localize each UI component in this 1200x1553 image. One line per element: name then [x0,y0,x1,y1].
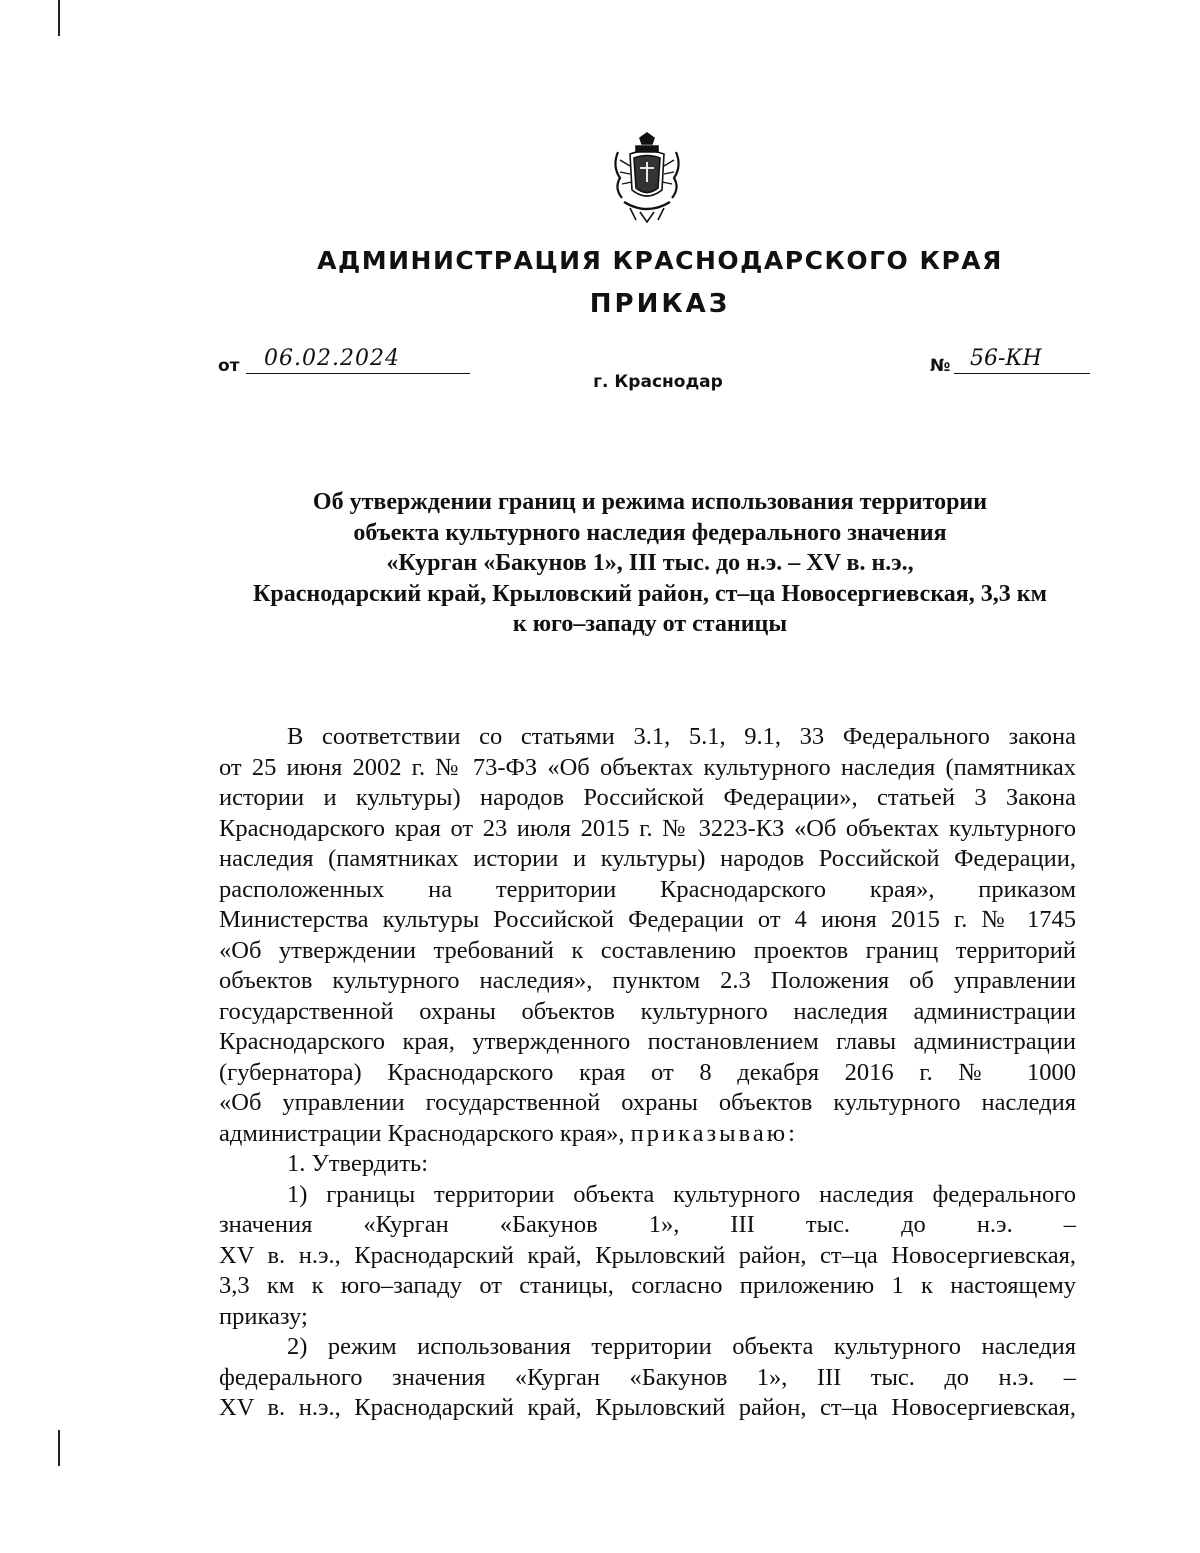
date-label: от [218,356,240,376]
body-line: «Об утверждении требований к составлению проектов границ территорий [219,936,1076,964]
item-1-1-line: 1) границы территории объекта культурного наследия федерального [287,1180,1076,1208]
subject-line: Краснодарский край, Крыловский район, ст–ца Новосергиевская, 3,3 км [253,580,1047,607]
krasnodar-coat-of-arms-icon [610,132,684,224]
body-line: расположенных на территории Краснодарского края», приказом [219,875,1076,903]
item-1-2-line: 2) режим использования территории объекта культурного наследия [287,1333,1076,1360]
body-line: от 25 июня 2002 г. № 73-ФЗ «Об объектах культурного наследия (памятниках [219,753,1076,781]
subject-line: «Курган «Бакунов 1», III тыс. до н.э. – XV в. н.э., [386,550,914,576]
document-body [219,722,1076,1424]
body-line: Краснодарского края, утвержденного постановлением главы администрации [219,1028,1076,1055]
body-closing-line [219,1119,1076,1150]
closing-prefix: администрации Краснодарского края», [219,1119,625,1147]
item-1-2-line: XV в. н.э., Краснодарский край, Крыловский район, ст–ца Новосергиевская, [219,1394,1076,1421]
item-1-1-line: значения «Курган «Бакунов 1», III тыс. до н.э. – [219,1211,1076,1238]
document-subject [180,487,1120,640]
item-1-1-line: XV в. н.э., Краснодарский край, Крыловский район, ст–ца Новосергиевская, [219,1241,1076,1269]
body-line: Министерства культуры Российской Федерации от 4 июня 2015 г. № 1745 [219,906,1076,933]
body-line: объектов культурного наследия», пунктом 2.3 Положения об управлении [219,967,1076,994]
organization-title: АДМИНИСТРАЦИЯ КРАСНОДАРСКОГО КРАЯ [317,246,1003,275]
body-line: «Об управлении государственной охраны объектов культурного наследия [219,1089,1076,1116]
number-label: № [930,356,951,376]
subject-line: объекта культурного наследия федерального значения [353,519,947,546]
scan-edge-line [58,1430,60,1466]
scan-edge-line [58,0,60,36]
date-value: 06.02.2024 [264,346,400,371]
subject-line: Об утверждении границ и режима использования территории [312,489,988,515]
item-1-1-line: 3,3 км к юго–западу от станицы, согласно приложению 1 к настоящему [219,1272,1076,1299]
body-line: государственной охраны объектов культурного наследия администрации [219,997,1076,1025]
body-line: наследия (памятниках истории и культуры) народов Российской Федерации, [219,845,1076,872]
body-line: Краснодарского края от 23 июля 2015 г. № 3223-КЗ «Об объектах культурного [219,814,1076,842]
item-1-2-line: федерального значения «Курган «Бакунов 1», III тыс. до н.э. – [219,1363,1076,1391]
number-value: 56-КН [970,346,1042,371]
item-1: 1. Утвердить: [287,1150,429,1177]
document-type: ПРИКАЗ [589,289,731,319]
item-1-1-line: приказу; [219,1302,308,1330]
closing-order-word: приказываю: [630,1119,798,1147]
subject-line: к юго–западу от станицы [512,611,788,637]
city: г. Краснодар [593,372,723,392]
body-line: истории и культуры) народов Российской Федерации», статьей 3 Закона [219,784,1076,811]
body-line: (губернатора) Краснодарского края от 8 декабря 2016 г. № 1000 [219,1058,1076,1086]
body-line: В соответствии со статьями 3.1, 5.1, 9.1, 33 Федерального закона [287,723,1076,750]
